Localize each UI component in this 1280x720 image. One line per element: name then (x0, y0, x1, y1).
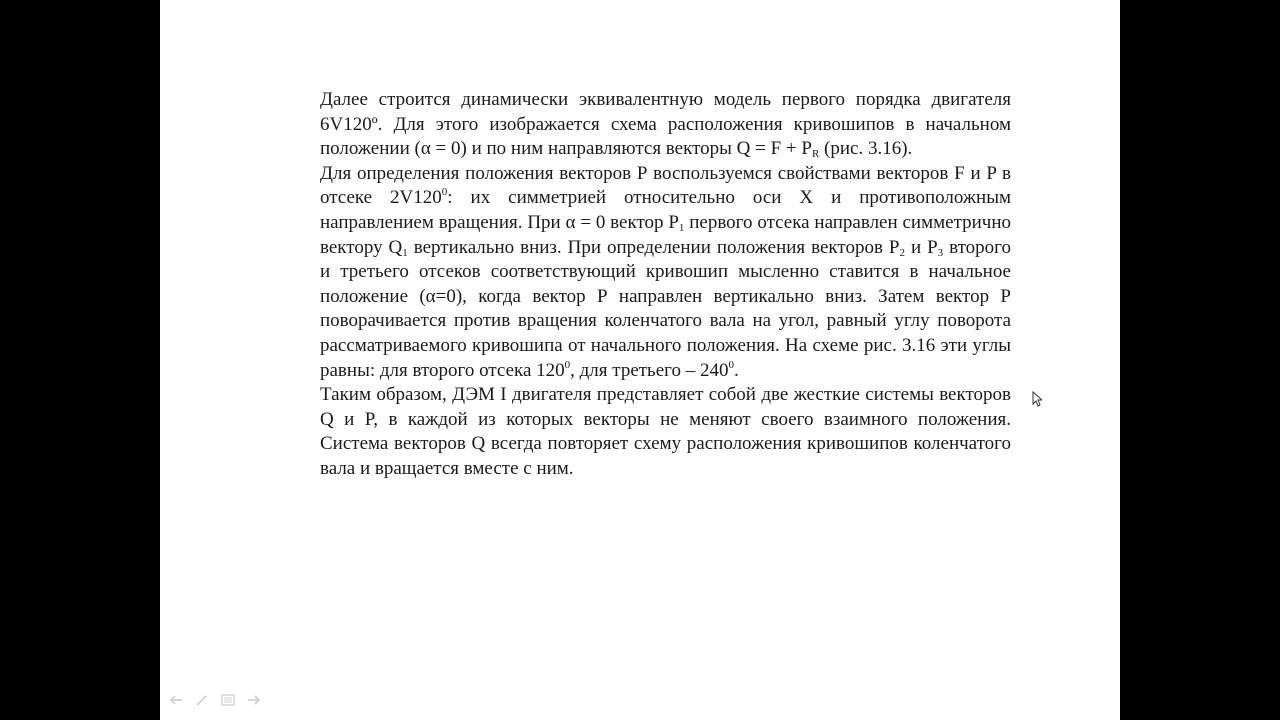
text-run: Для определения положения векторов Р воспользуемся свойствами векторов F и P в отсеке 2V120 (320, 162, 1011, 209)
text-run: Далее строится динамически эквивалентную модель первого порядка двигателя 6V120º. Для этого изображается схема расположения кривошипов в начальном положении (α = 0) и по ним направляются векторы Q = F + P (320, 89, 1011, 160)
subscript: 2 (899, 246, 905, 259)
text-run: первого отсека направлен симметрично вектору Q (320, 211, 1011, 258)
subscript: R (811, 148, 820, 161)
subscript: 3 (937, 246, 944, 259)
paragraph-3: Таким образом, ДЭМ I двигателя представляет собой две жесткие системы векторов Q и P, в каждой из которых векторы не меняют своего взаимного положения. Система векторов Q всегда повторяет схему расположения кривошипов коленчатого вала и вращается вместе с ним. (320, 384, 1011, 479)
arrow-left-icon[interactable] (168, 694, 184, 708)
text-run: : их симметрией относительно оси Х и противоположным направлением вращения. При α = 0 вектор P (320, 187, 1011, 233)
subscript: 1 (402, 246, 408, 259)
text-run: второго и третьего отсеков соответствующий кривошип мысленно ставится в начальное положение (α=0), когда вектор Р направлен вертикально вниз. Затем вектор Р поворачивается против вращения коленчатого вала на угол, равный углу поворота рассматриваемого кривошипа от начального положения. На схеме рис. 3.16 эти углы равны: для второго отсека 120 (320, 236, 1011, 381)
pen-icon[interactable] (194, 694, 210, 708)
slideshow-controls (168, 694, 262, 708)
superscript: 0 (564, 358, 571, 371)
text-run: (рис. 3.16). (819, 138, 913, 160)
superscript: 0 (441, 186, 448, 199)
subscript: 1 (678, 221, 685, 234)
text-run: , для третьего – 240 (570, 359, 729, 381)
arrow-right-icon[interactable] (246, 694, 262, 708)
slide-page (160, 0, 1120, 720)
text-run: вертикально вниз. При определении положения векторов P (407, 236, 900, 258)
document-text (320, 88, 1011, 482)
paragraph-1 (320, 88, 1011, 162)
menu-icon[interactable] (220, 694, 236, 708)
text-run: . (733, 359, 739, 381)
text-run: и P (904, 236, 938, 258)
paragraph-2 (320, 162, 1011, 383)
superscript: 0 (728, 358, 734, 371)
mouse-cursor-icon (1032, 391, 1042, 412)
